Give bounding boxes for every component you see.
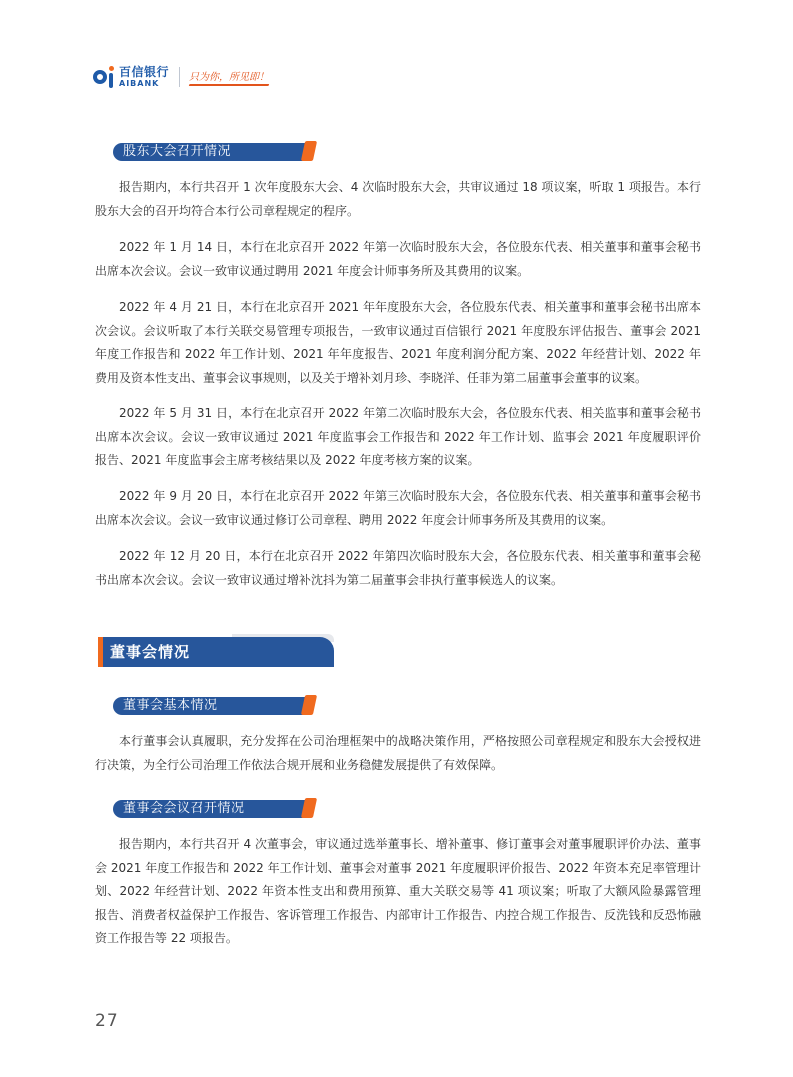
paragraph: 2022 年 9 月 20 日，本行在北京召开 2022 年第三次临时股东大会，各位股东代表、相关董事和董事会秘书出席本次会议。会议一致审议通过修订公司章程、聘用 2022 年度会计师事务所及其费用的议案。 xyxy=(95,489,701,527)
section-heading-label: 股东大会召开情况 xyxy=(123,144,232,159)
section-heading-label: 董事会基本情况 xyxy=(123,698,218,713)
paragraph: 2022 年 1 月 14 日，本行在北京召开 2022 年第一次临时股东大会，各位股东代表、相关董事和董事会秘书出席本次会议。会议一致审议通过聘用 2021 年度会计师事务所及其费用的议案。 xyxy=(95,240,701,278)
logo-slogan: 只为你，所见即！ xyxy=(189,68,269,86)
logo-chinese-name: 百信银行 xyxy=(119,65,170,79)
logo-divider xyxy=(179,67,180,87)
section-heading-board-basic xyxy=(113,695,315,715)
section-heading-board-meetings xyxy=(113,798,315,818)
paragraph: 2022 年 12 月 20 日，本行在北京召开 2022 年第四次临时股东大会，各位股东代表、相关董事和董事会秘书出席本次会议。会议一致审议通过增补沈抖为第二届董事会非执行董事候选人的议案。 xyxy=(95,549,701,587)
bank-logo xyxy=(93,66,269,88)
paragraph: 报告期内，本行共召开 1 次年度股东大会、4 次临时股东大会，共审议通过 18 项议案，听取 1 项报告。本行股东大会的召开均符合本行公司章程规定的程序。 xyxy=(95,180,701,218)
paragraph: 2022 年 4 月 21 日，本行在北京召开 2021 年年度股东大会，各位股东代表、相关董事和董事会秘书出席本次会议。会议听取了本行关联交易管理专项报告，一致审议通过百信银行 2021 年度股东评估报告、董事会 2021 年度工作报告和 2022 年工作计划、2021 年年度报告、2021 年度利润分配方案、2022 年经营计划、2022 年费用及资本性支出、董事会议事规则，以及关于增补刘月珍、李晓洋、任菲为第二届董事会董事的议案。 xyxy=(95,300,701,385)
section-heading-shareholders xyxy=(113,141,315,161)
aibank-logo-icon xyxy=(93,66,115,88)
main-heading-label: 董事会情况 xyxy=(110,643,191,661)
paragraph: 报告期内，本行共召开 4 次董事会，审议通过选举董事长、增补董事、修订董事会对董事履职评价办法、董事会 2021 年度工作报告和 2022 年工作计划、董事会对董事 2021 年度履职评价报告、2022 年资本充足率管理计划、2022 年经营计划、2022 年资本性支出和费用预算、重大关联交易等 41 项议案；听取了大额风险暴露管理报告、消费者权益保护工作报告、客诉管理工作报告、内部审计工作报告、内控合规工作报告、反洗钱和反恐怖融资工作报告等 22 项报告。 xyxy=(95,837,701,945)
paragraph: 2022 年 5 月 31 日，本行在北京召开 2022 年第二次临时股东大会，各位股东代表、相关监事和董事会秘书出席本次会议。会议一致审议通过 2021 年度监事会工作报告和 2022 年工作计划、监事会 2021 年度履职评价报告、2021 年度监事会主席考核结果以及 2022 年度考核方案的议案。 xyxy=(95,406,701,467)
page-number: 27 xyxy=(95,1011,119,1031)
logo-english-name: AIBANK xyxy=(119,79,160,88)
paragraph: 本行董事会认真履职，充分发挥在公司治理框架中的战略决策作用，严格按照公司章程规定和股东大会授权进行决策，为全行公司治理工作依法合规开展和业务稳健发展提供了有效保障。 xyxy=(95,734,701,772)
main-heading-board xyxy=(98,637,334,667)
section-heading-label: 董事会会议召开情况 xyxy=(123,801,245,816)
